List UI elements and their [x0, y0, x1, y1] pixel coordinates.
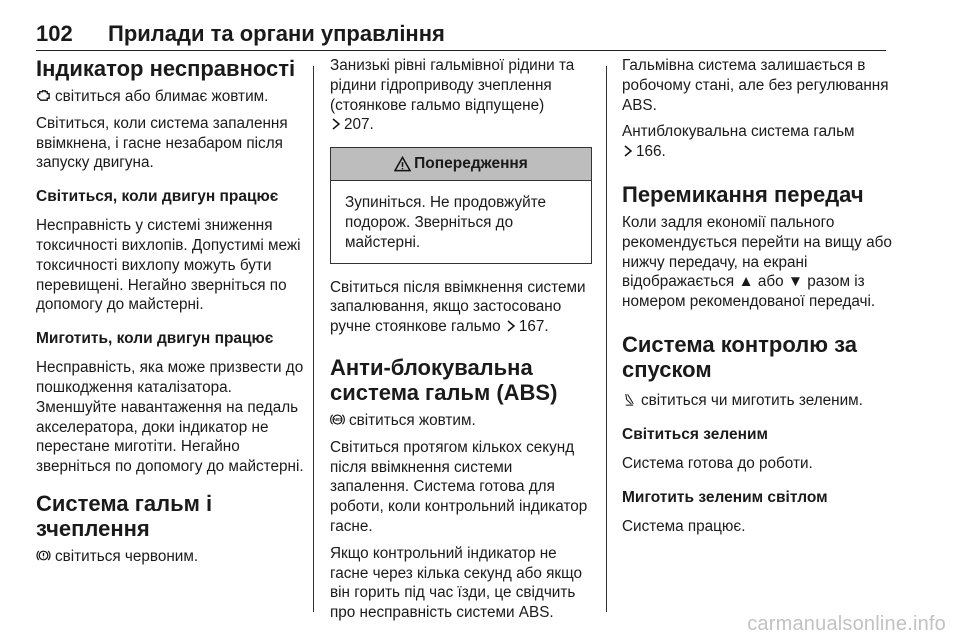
- paragraph: світиться чи миготить зеленим.: [622, 391, 894, 411]
- paragraph: ABS світиться жовтим.: [330, 411, 592, 431]
- header-title: Прилади та органи управління: [108, 21, 445, 46]
- warning-header: Попередження: [331, 148, 591, 181]
- subheading-flash-green: Миготить зеленим світлом: [622, 488, 828, 506]
- paragraph: Система готова до роботи.: [622, 454, 813, 472]
- paragraph: Несправність, яка може призвести до пошкодження каталізатора. Зменшуйте навантаження на педаль акселератора, доки індикатор не перестане миготіти. Негайно зверніться по допомогу до майстерні.: [36, 359, 304, 476]
- column-1: [36, 56, 306, 567]
- engine-malfunction-icon: [36, 88, 51, 103]
- page-reference-arrow-icon: [505, 320, 517, 332]
- paragraph: Несправність у системі зниження токсичності вихлопів. Допустимі межі токсичності вихлопу можуть бути перевищені. Негайно зверніться по допомогу до майстерні.: [36, 217, 301, 314]
- page-reference-arrow-icon: [622, 145, 634, 157]
- paragraph: Система працює.: [622, 517, 746, 535]
- hill-descent-icon: [622, 392, 637, 407]
- abs-icon: [330, 412, 345, 427]
- section-heading-abs: Анти-блокувальна система гальм (ABS): [330, 354, 558, 405]
- watermark: carmanualsonline.info: [747, 613, 946, 635]
- paragraph: Світиться після ввімкнення системи запалювання, якщо застосовано ручне стоянкове гальмо 167.: [330, 278, 586, 336]
- page-header: [36, 22, 886, 51]
- page-reference-arrow-icon: [330, 118, 342, 130]
- warning-triangle-icon: [394, 156, 411, 172]
- paragraph: Коли задля економії пального рекомендується перейти на вищу або нижчу передачу, на екрані відображається ▲ або ▼ разом із номером рекомендованої передачі.: [622, 213, 892, 311]
- svg-text:ABS: ABS: [332, 417, 343, 423]
- subheading-lit-green: Світиться зеленим: [622, 425, 768, 443]
- paragraph: Якщо контрольний індикатор не гасне через кілька секунд або якщо він горить під час їзди, це свідчить про несправність системи ABS.: [330, 544, 583, 622]
- warning-box: [330, 147, 592, 263]
- shift-up-arrow: ▲: [738, 273, 754, 291]
- brake-system-icon: [36, 548, 51, 563]
- shift-down-arrow: ▼: [787, 273, 803, 291]
- column-divider: [606, 66, 607, 612]
- paragraph: Світиться, коли система запалення ввімкнена, і гасне незабаром після запуску двигуна.: [36, 114, 288, 172]
- paragraph: Занизькі рівні гальмівної рідини та рідини гідроприводу зчеплення (стоянкове гальмо відпущене) 207.: [330, 57, 575, 134]
- paragraph: Світиться протягом кількох секунд після ввімкнення системи запалення. Система готова для роботи, коли контрольний індикатор гасне.: [330, 438, 588, 535]
- column-2: [330, 56, 592, 623]
- paragraph: Гальмівна система залишається в робочому стані, але без регулювання ABS.: [622, 57, 889, 114]
- subheading-flash-running: Миготить, коли двигун працює: [36, 330, 274, 348]
- paragraph: світиться червоним.: [36, 547, 306, 567]
- column-divider: [313, 66, 314, 612]
- paragraph: Антиблокувальна система гальм 166.: [622, 123, 855, 161]
- page-number: 102: [36, 21, 73, 46]
- column-3: [622, 56, 894, 536]
- subheading-lit-running: Світиться, коли двигун працює: [36, 188, 279, 206]
- section-heading-malfunction: Індикатор несправності: [36, 56, 296, 81]
- section-heading-gearshift: Перемикання передач: [622, 181, 864, 207]
- section-heading-launch: Система контролю за спуском: [622, 331, 858, 382]
- section-heading-brake-clutch: Система гальм і зчеплення: [36, 490, 213, 541]
- warning-text: Зупиніться. Не продовжуйте подорож. Зверніться до майстерні.: [345, 194, 547, 251]
- paragraph: світиться або блимає жовтим.: [36, 87, 306, 107]
